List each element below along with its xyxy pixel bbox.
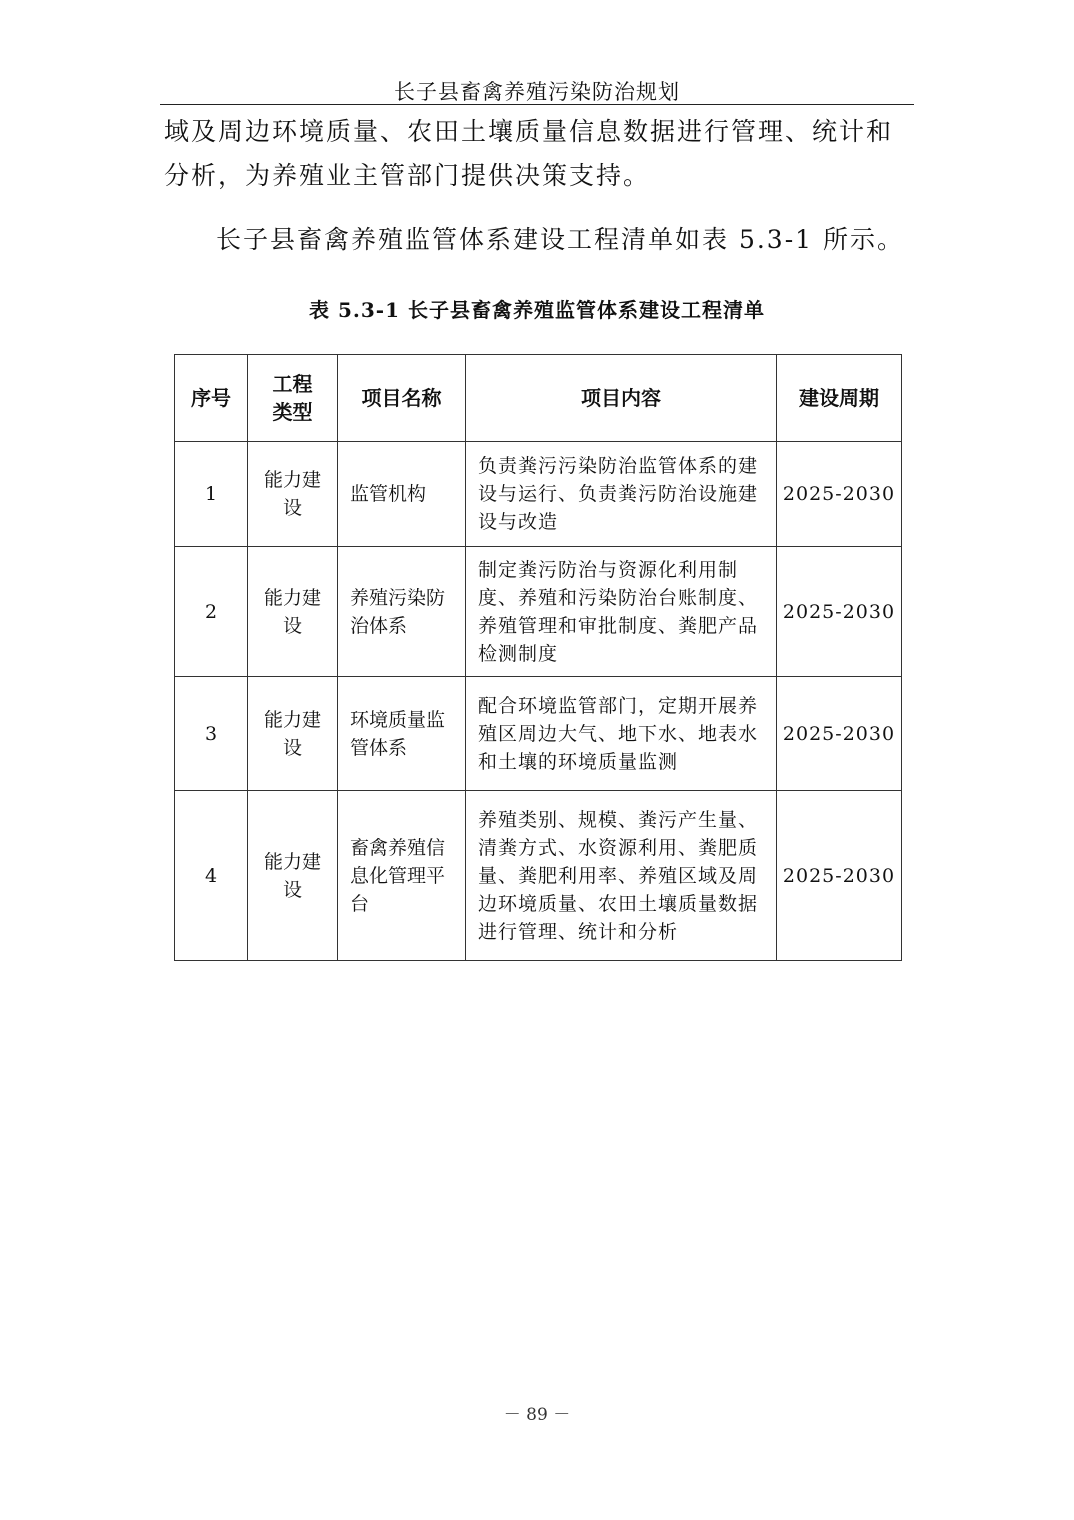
cell-name: 环境质量监管体系 xyxy=(338,677,466,791)
header-type: 工程类型 xyxy=(248,355,338,442)
cell-type: 能力建设 xyxy=(248,442,338,547)
table-row xyxy=(175,442,902,547)
cell-period: 2025-2030 xyxy=(777,547,902,677)
cell-name: 畜禽养殖信息化管理平台 xyxy=(338,791,466,961)
cell-content: 养殖类别、规模、粪污产生量、清粪方式、水资源利用、粪肥质量、粪肥利用率、养殖区域及周边环境质量、农田土壤质量数据进行管理、统计和分析 xyxy=(466,791,777,961)
cell-period: 2025-2030 xyxy=(777,677,902,791)
cell-period: 2025-2030 xyxy=(777,791,902,961)
cell-content: 制定粪污防治与资源化利用制度、养殖和污染防治台账制度、养殖管理和审批制度、粪肥产品检测制度 xyxy=(466,547,777,677)
header-no: 序号 xyxy=(175,355,248,442)
body-paragraph-2: 长子县畜禽养殖监管体系建设工程清单如表 5.3-1 所示。 xyxy=(216,225,905,254)
project-table xyxy=(174,354,902,961)
cell-type: 能力建设 xyxy=(248,791,338,961)
page-number: － 89 － xyxy=(503,1405,571,1425)
header-content: 项目内容 xyxy=(466,355,777,442)
cell-no: 1 xyxy=(175,442,248,547)
running-header: 长子县畜禽养殖污染防治规划 xyxy=(394,80,680,104)
header-rule xyxy=(160,104,914,105)
cell-type: 能力建设 xyxy=(248,547,338,677)
cell-name: 监管机构 xyxy=(338,442,466,547)
header-name: 项目名称 xyxy=(338,355,466,442)
cell-type: 能力建设 xyxy=(248,677,338,791)
cell-name: 养殖污染防治体系 xyxy=(338,547,466,677)
cell-content: 配合环境监管部门，定期开展养殖区周边大气、地下水、地表水和土壤的环境质量监测 xyxy=(466,677,777,791)
cell-period: 2025-2030 xyxy=(777,442,902,547)
cell-content: 负责粪污污染防治监管体系的建设与运行、负责粪污防治设施建设与改造 xyxy=(466,442,777,547)
cell-no: 3 xyxy=(175,677,248,791)
body-paragraph-1: 域及周边环境质量、农田土壤质量信息数据进行管理、统计和分析，为养殖业主管部门提供决策支持。 xyxy=(164,117,894,190)
table-caption: 表 5.3-1 长子县畜禽养殖监管体系建设工程清单 xyxy=(309,298,765,322)
table-header-row xyxy=(175,355,902,442)
cell-no: 2 xyxy=(175,547,248,677)
header-period: 建设周期 xyxy=(777,355,902,442)
cell-no: 4 xyxy=(175,791,248,961)
table-row xyxy=(175,547,902,677)
table-row xyxy=(175,791,902,961)
table-row xyxy=(175,677,902,791)
